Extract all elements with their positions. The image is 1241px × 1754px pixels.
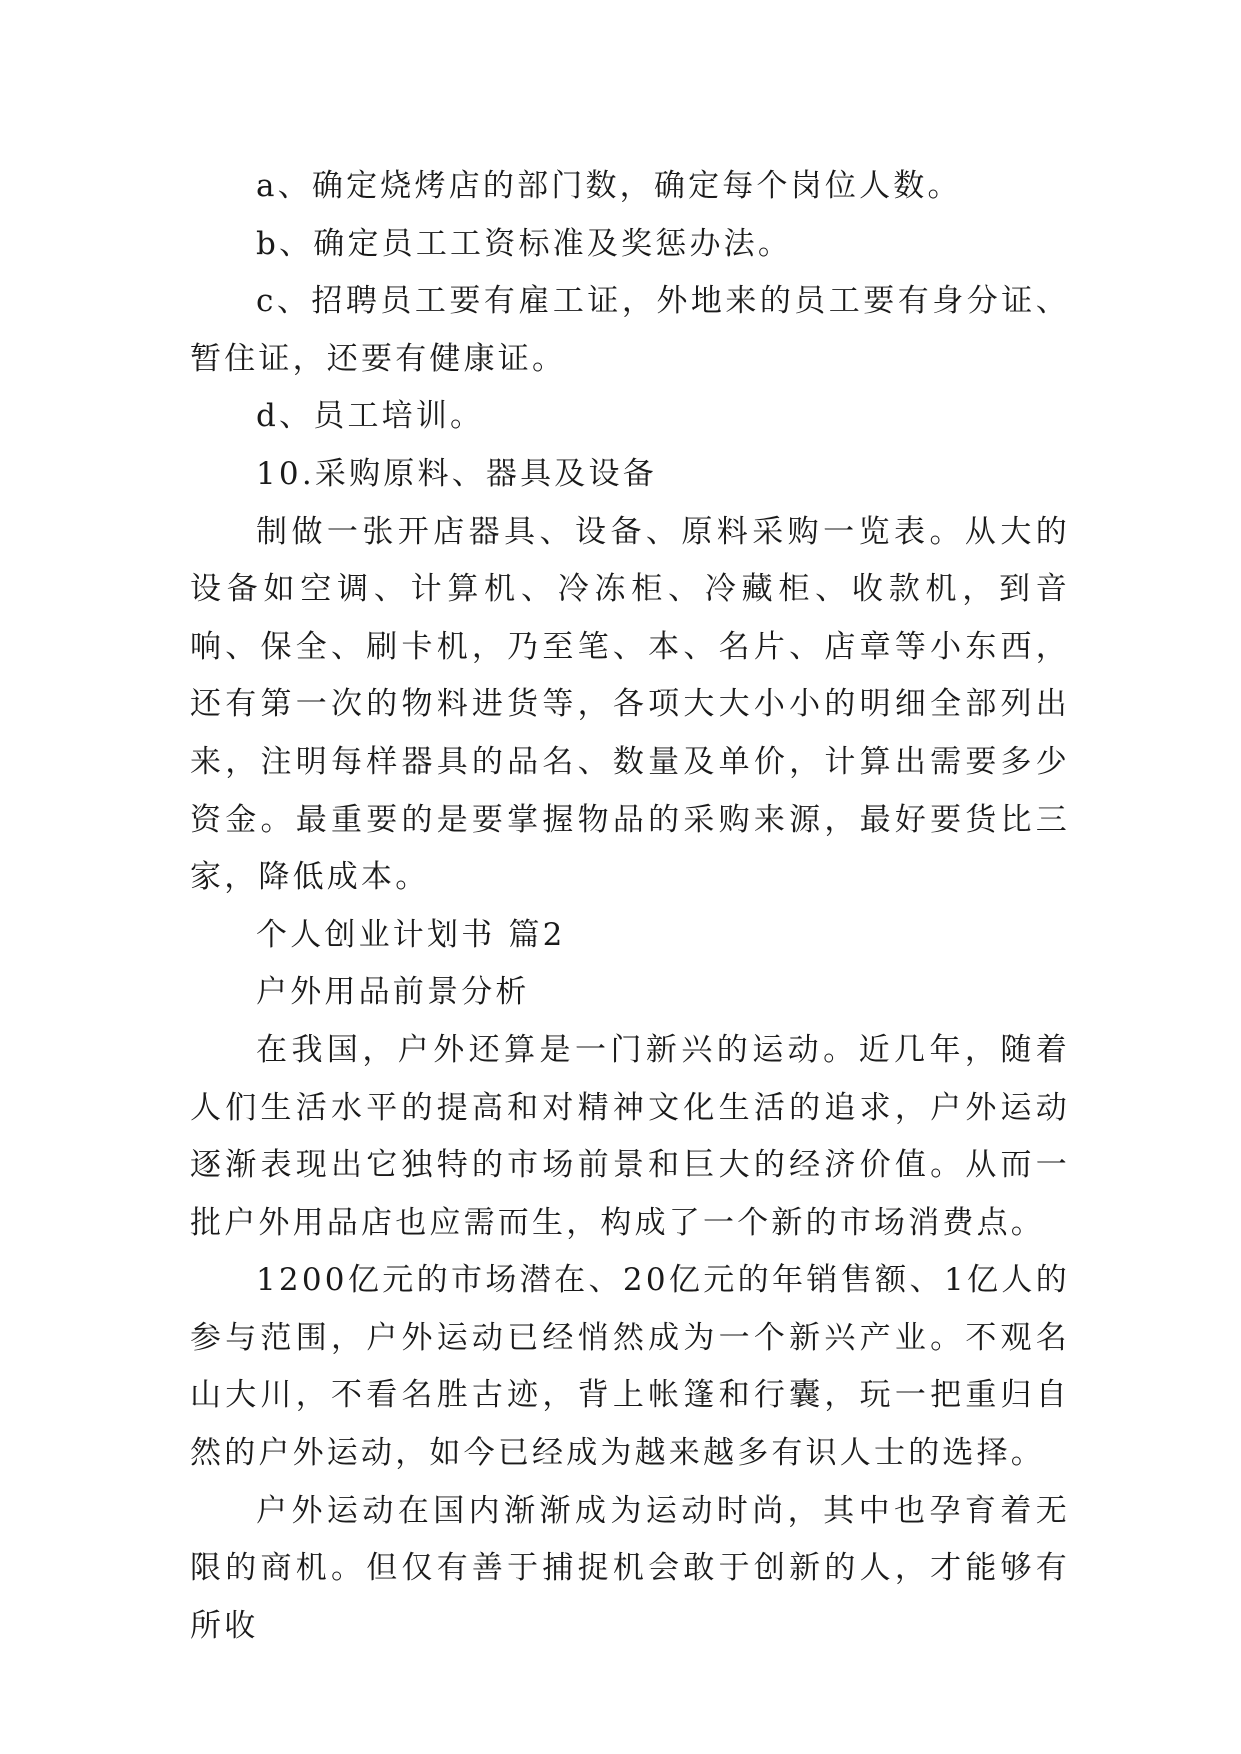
paragraph-outdoor-intro: 在我国，户外还算是一门新兴的运动。近几年，随着人们生活水平的提高和对精神文化生活的追求，户外运动逐渐表现出它独特的市场前景和巨大的经济价值。从而一批户外用品店也应需而生，构成了一个新的市场消费点。 xyxy=(190,1031,1070,1241)
paragraph-staffing-departments: a、确定烧烤店的部门数，确定每个岗位人数。 xyxy=(256,168,962,204)
paragraph-staffing-training: d、员工培训。 xyxy=(256,398,485,435)
document-body xyxy=(190,158,1070,1655)
section-heading-outdoor-analysis: 户外用品前景分析 xyxy=(256,974,530,1011)
paragraph-staffing-recruitment: c、招聘员工要有雇工证，外地来的员工要有身分证、暂住证，还要有健康证。 xyxy=(190,283,1070,377)
section-heading-plan-2: 个人创业计划书 篇2 xyxy=(256,916,566,953)
paragraph-outdoor-opportunity: 户外运动在国内渐渐成为运动时尚，其中也孕育着无限的商机。但仅有善于捕捉机会敢于创新的人，才能够有所收 xyxy=(190,1492,1070,1644)
section-heading-procurement: 10.采购原料、器具及设备 xyxy=(256,455,657,492)
paragraph-procurement-list: 制做一张开店器具、设备、原料采购一览表。从大的设备如空调、计算机、冷冻柜、冷藏柜、收款机，到音响、保全、刷卡机，乃至笔、本、名片、店章等小东西，还有第一次的物料进货等，各项大大小小的明细全部列出来，注明每样器具的品名、数量及单价，计算出需要多少资金。最重要的是要掌握物品的采购来源，最好要货比三家，降低成本。 xyxy=(190,513,1070,896)
paragraph-outdoor-market: 1200亿元的市场潜在、20亿元的年销售额、1亿人的参与范围，户外运动已经悄然成为一个新兴产业。不观名山大川，不看名胜古迹，背上帐篷和行囊，玩一把重归自然的户外运动，如今已经成为越来越多有识人士的选择。 xyxy=(190,1262,1070,1472)
paragraph-staffing-wages: b、确定员工工资标准及奖惩办法。 xyxy=(256,225,793,262)
